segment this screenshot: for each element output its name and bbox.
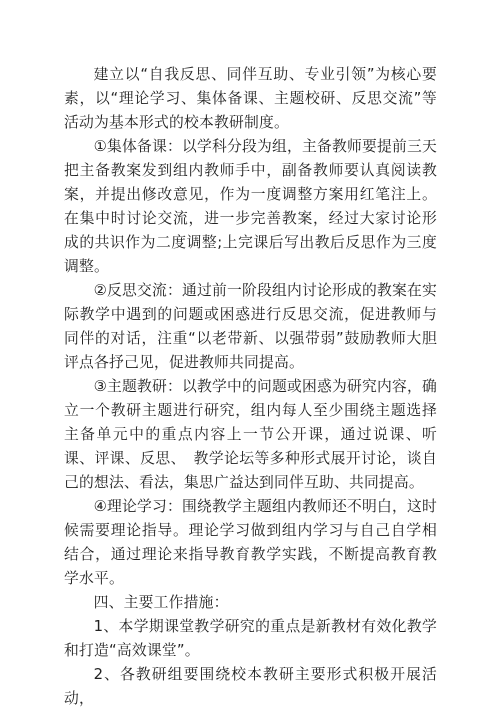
paragraph-collective-lesson-prep: ①集体备课：以学科分段为组，主备教师要提前三天把主备教案发到组内教师手中，副备教师要认真阅读教案，并提出修改意见，作为一度调整方案用红笔注上。在集中时讨论交流，进一步完善教案，经过大家讨论形成的共识作为二度调整;上完课后写出教后反思作为三度调整。 <box>64 138 437 275</box>
paragraph-thematic-research: ③主题教研：以教学中的问题或困惑为研究内容，确立一个教研主题进行研究，组内每人至少围绕主题选择主备单元中的重点内容上一节公开课，通过说课、听课、评课、反思、 教学论坛等多种形式展开讨论，谈自己的想法、看法，集思广益达到同伴互助、共同提高。 <box>64 378 437 491</box>
list-item-2: 2、各教研组要围绕校本教研主要形式积极开展活动， <box>64 666 437 707</box>
section-heading-main-measures: 四、主要工作措施： <box>93 594 229 611</box>
paragraph-intro: 建立以“自我反思、同伴互助、专业引领”为核心要素，以“理论学习、集体备课、主题校研、反思交流”等活动为基本形式的校本教研制度。 <box>64 66 437 131</box>
paragraph-reflection-exchange: ②反思交流：通过前一阶段组内讨论形成的教案在实际教学中遇到的问题或困惑进行反思交流，促进教师与同伴的对话，注重“以老带新、以强带弱”鼓励教师大胆评点各抒己见，促进教师共同提高。 <box>64 282 437 371</box>
document-body <box>64 63 437 711</box>
list-item-1: 1、本学期课堂教学研究的重点是新教材有效化教学和打造“高效课堂”。 <box>64 618 437 659</box>
paragraph-theory-study: ④理论学习：围绕教学主题组内教师还不明白，这时候需要理论指导。理论学习做到组内学习与自己自学相结合，通过理论来指导教育教学实践，不断提高教育教学水平。 <box>64 498 437 587</box>
